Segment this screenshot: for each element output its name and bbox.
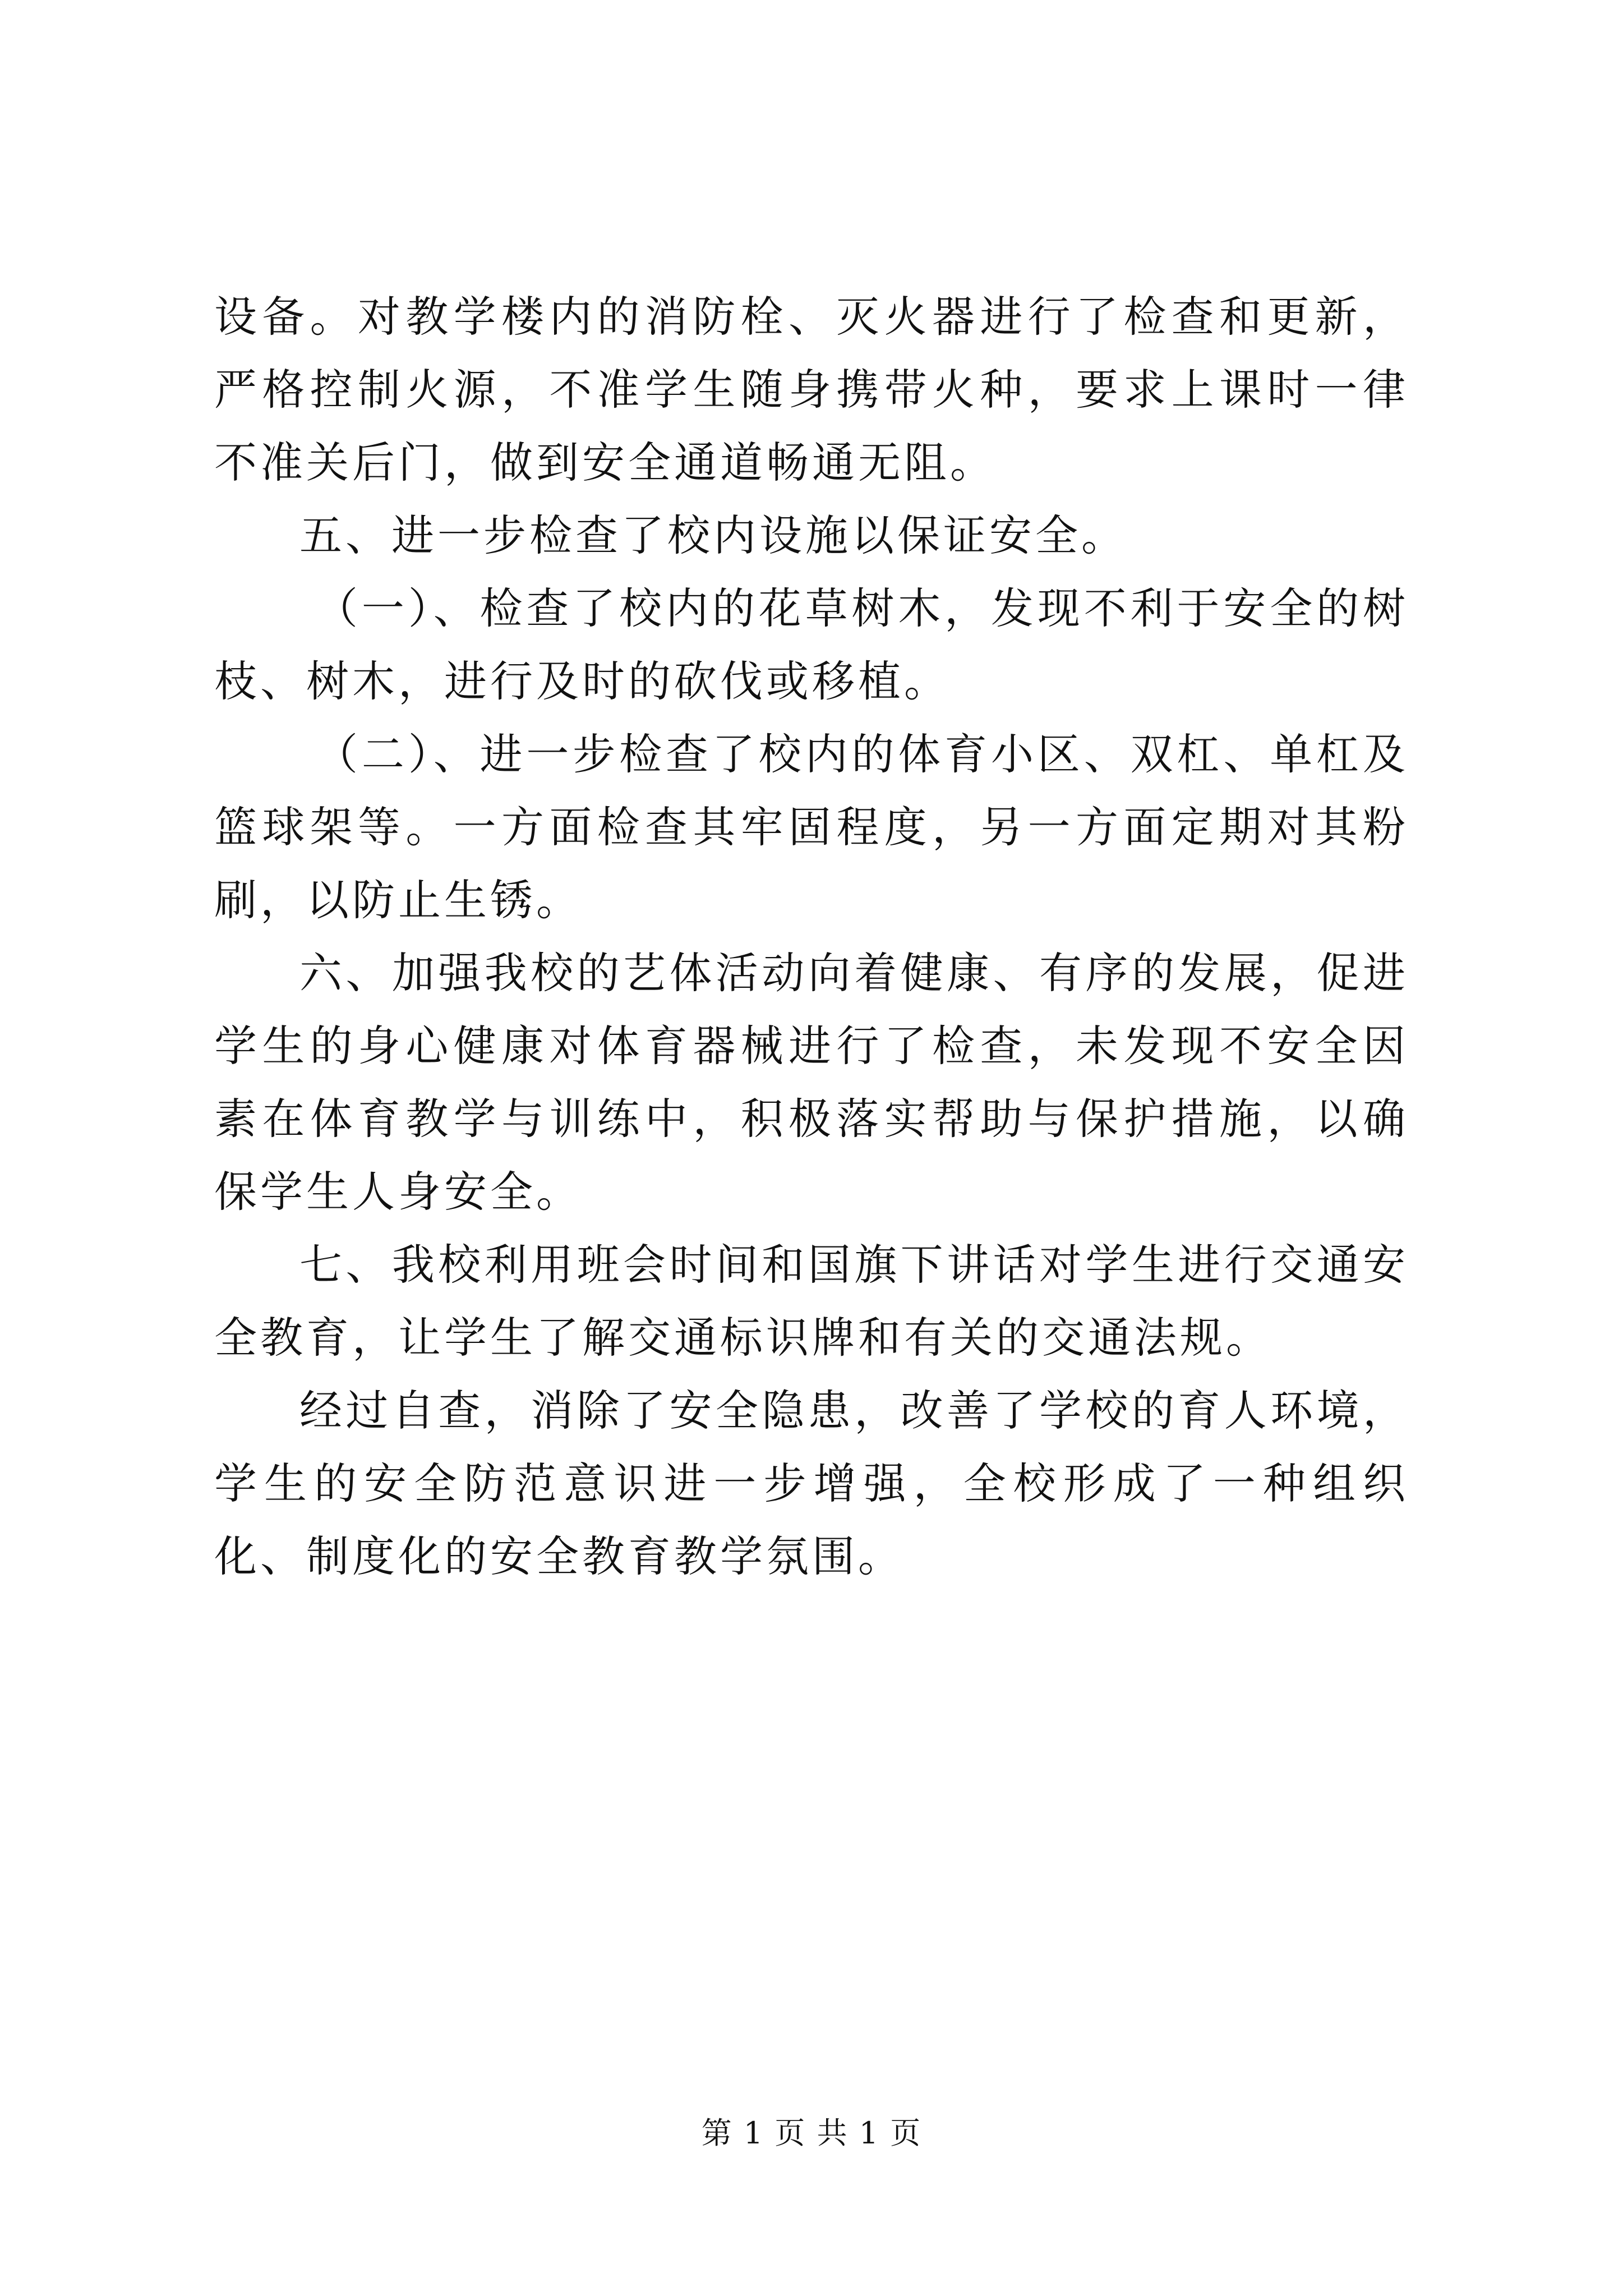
paragraph-section-seven: 七、我校利用班会时间和国旗下讲话对学生进行交通安全教育，让学生了解交通标识牌和有关的交通法规。 xyxy=(214,1240,1409,1363)
document-body xyxy=(214,280,1409,1593)
paragraph-equipment: 设备。对教学楼内的消防栓、灭火器进行了检查和更新，严格控制火源，不准学生随身携带火种，要求上课时一律不准关后门，做到安全通道畅通无阻。 xyxy=(214,292,1409,487)
page-number-footer: 第 1 页 共 1 页 xyxy=(701,2115,922,2151)
paragraph-subsection-two: （二）、进一步检查了校内的体育小区、双杠、单杠及篮球架等。一方面检查其牢固程度，另一方面定期对其粉刷，以防止生锈。 xyxy=(214,729,1409,925)
paragraph-section-five: 五、进一步检查了校内设施以保证安全。 xyxy=(299,510,1127,560)
paragraph-subsection-one: （一）、检查了校内的花草树木，发现不利于安全的树枝、树木，进行及时的砍伐或移植。 xyxy=(214,583,1409,706)
paragraph-conclusion: 经过自查，消除了安全隐患，改善了学校的育人环境，学生的安全防范意识进一步增强，全校形成了一种组织化、制度化的安全教育教学氛围。 xyxy=(214,1386,1409,1581)
paragraph-section-six: 六、加强我校的艺体活动向着健康、有序的发展，促进学生的身心健康对体育器械进行了检查，未发现不安全因素在体育教学与训练中，积极落实帮助与保护措施，以确保学生人身安全。 xyxy=(214,948,1409,1217)
